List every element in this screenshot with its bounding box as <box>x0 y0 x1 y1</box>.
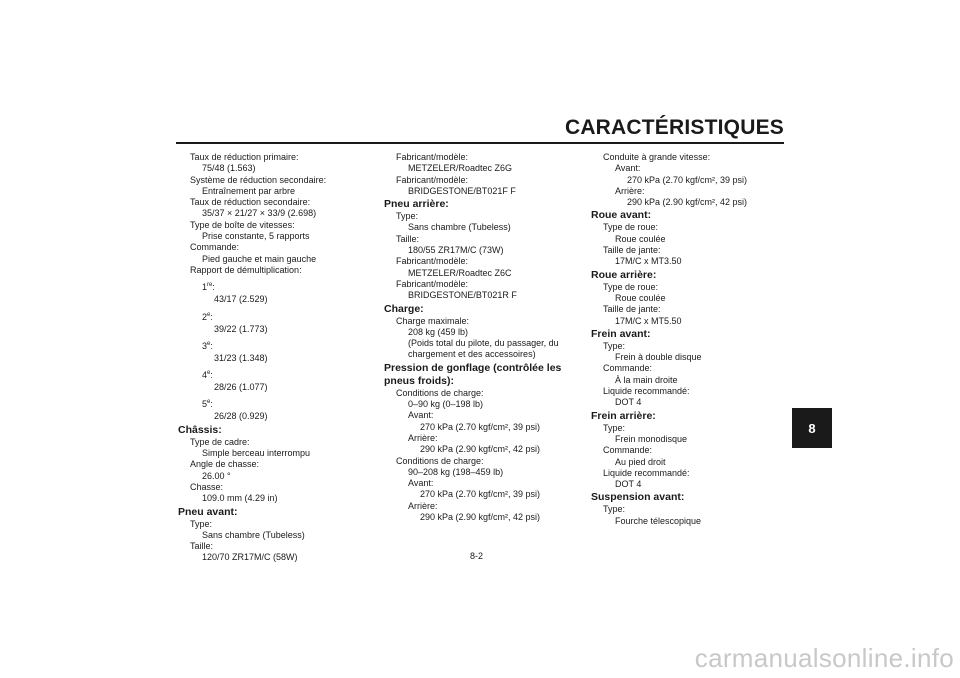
spec-value: 90–208 kg (198–459 lb) <box>408 466 504 477</box>
section-heading-frein-avant: Frein avant: <box>591 327 651 340</box>
section-heading-charge: Charge: <box>384 302 424 315</box>
spec-value: 120/70 ZR17M/C (58W) <box>202 552 298 563</box>
spec-label: Commande: <box>603 445 653 456</box>
page-number: 8-2 <box>470 551 484 561</box>
spec-label: Conditions de charge: <box>396 387 484 398</box>
section-heading-roue-avant: Roue avant: <box>591 209 652 222</box>
spec-value: 270 kPa (2.70 kgf/cm², 39 psi) <box>420 421 541 432</box>
spec-value: 0–90 kg (0–198 lb) <box>408 399 484 410</box>
column-2 <box>384 152 574 523</box>
spec-label: Système de réduction secondaire: <box>190 174 327 185</box>
spec-value: Sans chambre (Tubeless) <box>408 222 511 233</box>
spec-value: Prise constante, 5 rapports <box>202 231 310 242</box>
spec-label: Conditions de charge: <box>396 455 484 466</box>
spec-value: Entraînement par arbre <box>202 185 296 196</box>
spec-label: Commande: <box>190 242 240 253</box>
spec-value: 26.00 ° <box>202 470 231 481</box>
section-heading-roue-arriere: Roue arrière: <box>591 268 657 281</box>
spec-label: Conduite à grande vitesse: <box>603 152 711 162</box>
spec-label: Arrière: <box>408 500 438 511</box>
gear-ratio: 26/28 (0.929) <box>214 411 268 422</box>
spec-value: Roue coulée <box>615 233 666 244</box>
spec-value: Pied gauche et main gauche <box>202 253 317 264</box>
spec-label: Fabricant/modèle: <box>396 278 469 289</box>
spec-value: 270 kPa (2.70 kgf/cm², 39 psi) <box>420 489 541 500</box>
section-heading-pneu-arriere: Pneu arrière: <box>384 198 449 211</box>
spec-label: Type de cadre: <box>190 436 250 447</box>
gear-label: 2e: <box>202 311 213 322</box>
spec-value: 17M/C x MT3.50 <box>615 256 682 267</box>
spec-value: 290 kPa (2.90 kgf/cm², 42 psi) <box>420 444 541 455</box>
spec-label: Avant: <box>408 478 434 489</box>
spec-value: METZELER/Roadtec Z6C <box>408 267 512 278</box>
spec-value: BRIDGESTONE/BT021R F <box>408 290 517 301</box>
spec-label: Fabricant/modèle: <box>396 256 469 267</box>
spec-label: Avant: <box>615 163 641 174</box>
section-heading-pression: Pression de gonflage (contrôlée les pneus froids): <box>384 361 562 387</box>
gear-ratio: 28/26 (1.077) <box>214 382 268 393</box>
spec-label: Taille: <box>190 541 214 552</box>
section-heading-suspension-avant: Suspension avant: <box>591 491 685 504</box>
spec-value: Au pied droit <box>615 456 666 467</box>
spec-value: Roue coulée <box>615 292 666 303</box>
chapter-tab[interactable]: 8 <box>792 408 832 448</box>
spec-value: 290 kPa (2.90 kgf/cm², 42 psi) <box>420 512 541 523</box>
spec-value: 75/48 (1.563) <box>202 163 256 174</box>
spec-value: 208 kg (459 lb) <box>408 326 469 337</box>
spec-label: Type de boîte de vitesses: <box>190 219 295 230</box>
spec-value: 35/37 × 21/27 × 33/9 (2.698) <box>202 208 317 219</box>
spec-value: BRIDGESTONE/BT021F F <box>408 185 516 196</box>
spec-label: Taux de réduction secondaire: <box>190 197 311 208</box>
spec-label: Liquide recommandé: <box>603 386 690 397</box>
column-3 <box>591 152 781 527</box>
gear-ratio: 39/22 (1.773) <box>214 323 268 334</box>
spec-label: Avant: <box>408 410 434 421</box>
gear-label: 4e: <box>202 370 213 381</box>
spec-label: Fabricant/modèle: <box>396 174 469 185</box>
title-rule <box>176 142 784 144</box>
spec-label: Type de roue: <box>603 222 659 233</box>
spec-value: DOT 4 <box>615 397 642 408</box>
spec-value: DOT 4 <box>615 479 642 490</box>
section-heading-pneu-avant: Pneu avant: <box>178 505 238 518</box>
spec-label: Type de roue: <box>603 281 659 292</box>
spec-label: Taux de réduction primaire: <box>190 152 299 162</box>
spec-label: Arrière: <box>408 432 438 443</box>
spec-label: Type: <box>190 518 213 529</box>
spec-value: METZELER/Roadtec Z6G <box>408 163 513 174</box>
spec-label: Type: <box>603 422 626 433</box>
gear-ratio: 31/23 (1.348) <box>214 352 268 363</box>
gear-label: 3e: <box>202 340 213 351</box>
gear-label: 1re: <box>202 282 215 293</box>
spec-label: Fabricant/modèle: <box>396 152 469 162</box>
spec-label: Chasse: <box>190 481 224 492</box>
spec-value: Sans chambre (Tubeless) <box>202 529 305 540</box>
spec-value: Frein monodisque <box>615 433 688 444</box>
spec-label: Rapport de démultiplication: <box>190 264 302 275</box>
spec-value: Simple berceau interrompu <box>202 448 311 459</box>
spec-label: Charge maximale: <box>396 315 470 326</box>
section-heading-frein-arriere: Frein arrière: <box>591 409 656 422</box>
spec-value: 109.0 mm (4.29 in) <box>202 493 278 504</box>
watermark: carmanualsonline.info <box>694 643 954 673</box>
page-title: CARACTÉRISTIQUES <box>564 116 784 139</box>
spec-value: Frein à double disque <box>615 352 702 363</box>
spec-value: 290 kPa (2.90 kgf/cm², 42 psi) <box>627 197 748 208</box>
spec-value: 270 kPa (2.70 kgf/cm², 39 psi) <box>627 174 748 185</box>
spec-label: Type: <box>396 211 419 222</box>
spec-label: Taille de jante: <box>603 245 661 256</box>
spec-value: Fourche télescopique <box>615 515 702 526</box>
spec-label: Taille: <box>396 233 420 244</box>
spec-value: 180/55 ZR17M/C (73W) <box>408 245 504 256</box>
gear-label: 5e: <box>202 399 213 410</box>
column-1 <box>178 152 368 564</box>
spec-label: Type: <box>603 340 626 351</box>
spec-label: Taille de jante: <box>603 304 661 315</box>
spec-label: Commande: <box>603 363 653 374</box>
spec-label: Angle de chasse: <box>190 459 260 470</box>
spec-value: 17M/C x MT5.50 <box>615 315 682 326</box>
spec-note: (Poids total du pilote, du passager, du chargement et des accessoires) <box>408 338 559 360</box>
section-heading-chassis: Châssis: <box>178 423 222 436</box>
spec-label: Type: <box>603 504 626 515</box>
spec-label: Liquide recommandé: <box>603 467 690 478</box>
spec-label: Arrière: <box>615 185 645 196</box>
spec-value: À la main droite <box>615 374 678 385</box>
gear-ratio: 43/17 (2.529) <box>214 294 268 305</box>
